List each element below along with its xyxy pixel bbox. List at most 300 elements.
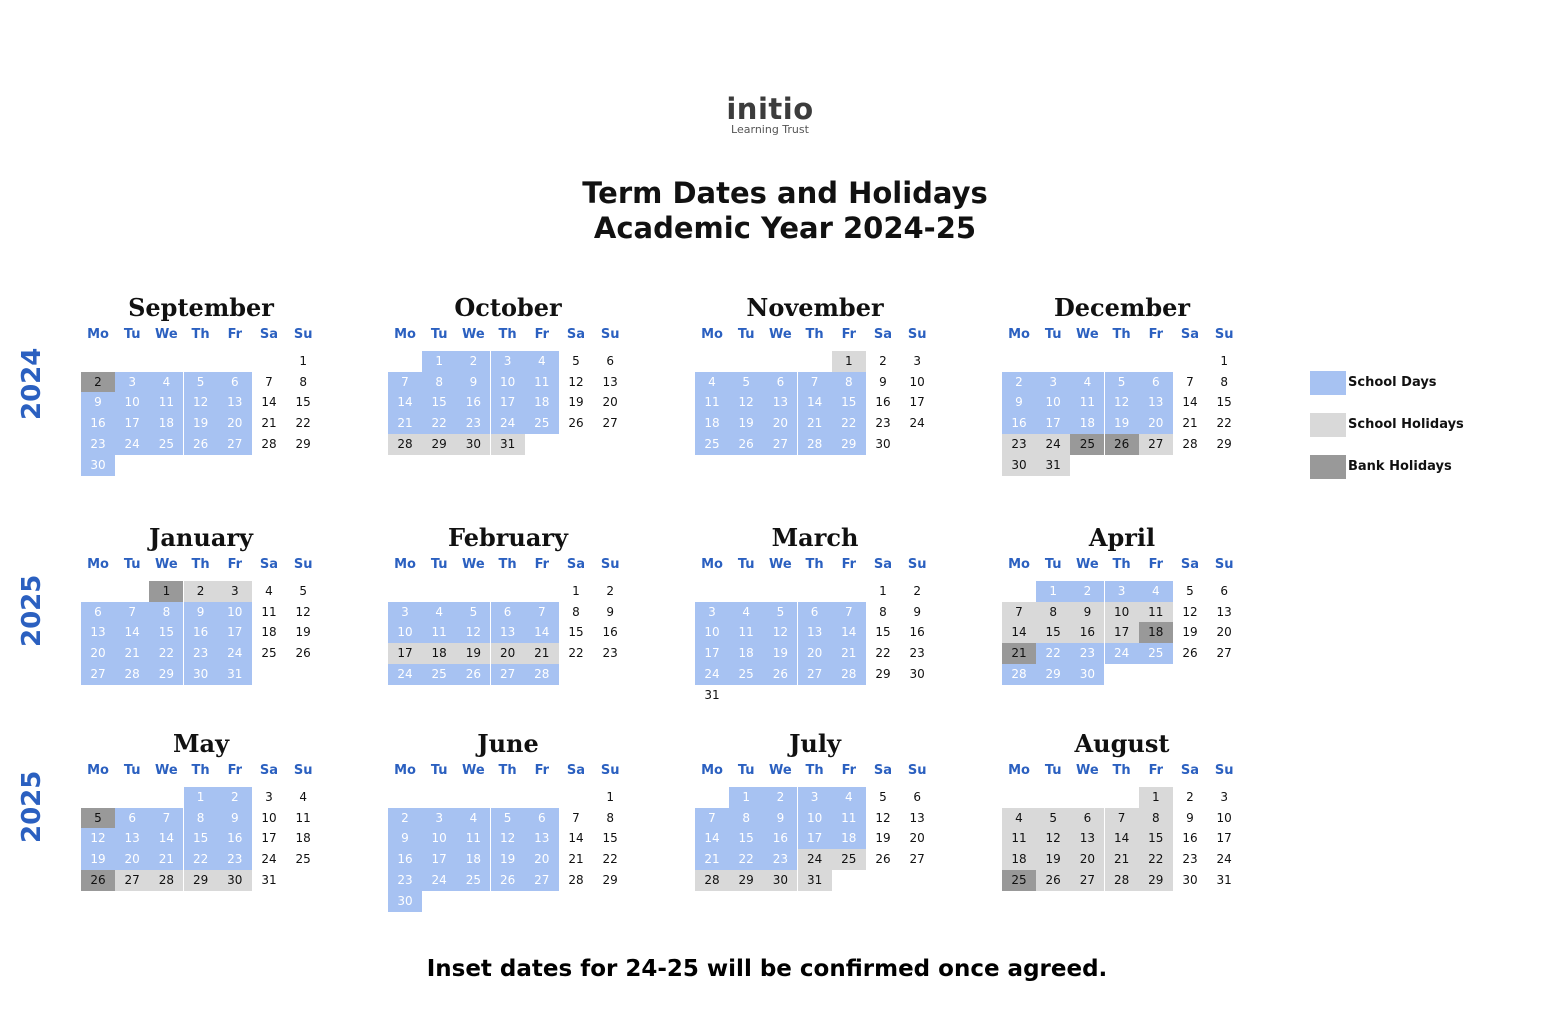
- day-cell: 18: [295, 831, 311, 846]
- day-cell: 2: [388, 808, 422, 829]
- month-name: March: [771, 523, 859, 552]
- weekday-header: Su: [293, 763, 313, 778]
- day-cell: 24: [491, 413, 525, 434]
- day-cell: 30: [1002, 455, 1036, 476]
- day-cell: 21: [525, 643, 559, 664]
- weekday-header: Su: [907, 763, 927, 778]
- day-cell: 23: [875, 416, 891, 431]
- weekday-header: Tu: [430, 763, 448, 778]
- day-cell: 1: [299, 354, 307, 368]
- legend-label-school-holidays: School Holidays: [1348, 417, 1464, 432]
- day-cell: 14: [568, 831, 584, 846]
- day-cell: 14: [798, 392, 832, 413]
- day-cell: 27: [1139, 434, 1173, 455]
- day-cell: 5: [456, 602, 490, 623]
- month-name: November: [746, 293, 884, 322]
- day-cell: 22: [568, 646, 584, 661]
- day-cell: 4: [456, 808, 490, 829]
- day-cell: 13: [218, 392, 252, 413]
- day-cell: 11: [525, 372, 559, 393]
- day-cell: 13: [81, 622, 115, 643]
- day-cell: 11: [1070, 392, 1104, 413]
- day-cell: 19: [1036, 849, 1070, 870]
- day-cell: 30: [1070, 664, 1104, 685]
- day-cell: 1: [1220, 354, 1228, 368]
- day-cell: 17: [1105, 622, 1139, 643]
- day-cell: 21: [832, 643, 866, 664]
- month-name: December: [1053, 293, 1191, 322]
- day-cell: 5: [491, 808, 525, 829]
- logo-wordmark: initio: [726, 92, 814, 126]
- day-cell: 14: [1002, 622, 1036, 643]
- day-cell: 28: [388, 434, 422, 455]
- year-label-2025-row-2: 2025: [17, 574, 47, 647]
- month-name: August: [1074, 729, 1170, 758]
- day-cell: 22: [422, 413, 456, 434]
- page-title-line-1: Term Dates and Holidays: [582, 176, 988, 210]
- day-cell: 2: [606, 584, 614, 598]
- day-cell: 6: [491, 602, 525, 623]
- day-cell: 10: [695, 622, 729, 643]
- day-cell: 8: [832, 372, 866, 393]
- day-cell: 13: [1216, 604, 1232, 619]
- day-cell: 29: [1139, 870, 1173, 891]
- day-cell: 5: [572, 354, 580, 368]
- day-cell: 30: [875, 436, 891, 451]
- day-cell: 24: [218, 643, 252, 664]
- day-cell: 22: [149, 643, 183, 664]
- day-cell: 23: [218, 849, 252, 870]
- day-cell: 25: [1002, 870, 1036, 891]
- day-cell: 1: [879, 584, 887, 598]
- day-cell: 26: [1182, 646, 1198, 661]
- weekday-header: Fr: [534, 557, 550, 572]
- day-cell: 20: [115, 849, 149, 870]
- day-cell: 11: [832, 808, 866, 829]
- weekday-header: Mo: [1008, 763, 1030, 778]
- day-cell: 2: [913, 584, 921, 598]
- day-cell: 22: [1036, 643, 1070, 664]
- day-cell: 23: [763, 849, 797, 870]
- day-cell: 27: [1216, 646, 1232, 661]
- weekday-header: We: [155, 327, 178, 342]
- day-cell: 1: [1139, 787, 1173, 808]
- day-cell: 7: [1002, 602, 1036, 623]
- weekday-header: Tu: [430, 557, 448, 572]
- weekday-header: Fr: [227, 763, 243, 778]
- day-cell: 19: [875, 831, 891, 846]
- day-cell: 10: [1036, 392, 1070, 413]
- day-cell: 10: [261, 810, 277, 825]
- day-cell: 6: [763, 372, 797, 393]
- day-cell: 1: [572, 584, 580, 598]
- day-cell: 21: [388, 413, 422, 434]
- day-cell: 3: [1036, 372, 1070, 393]
- day-cell: 26: [568, 416, 584, 431]
- day-cell: 12: [1182, 604, 1198, 619]
- day-cell: 21: [115, 643, 149, 664]
- logo: [700, 94, 840, 136]
- day-cell: 3: [422, 808, 456, 829]
- day-cell: 5: [729, 372, 763, 393]
- day-cell: 6: [115, 808, 149, 829]
- day-cell: 6: [81, 602, 115, 623]
- day-cell: 31: [1036, 455, 1070, 476]
- day-cell: 22: [729, 849, 763, 870]
- day-cell: 10: [1105, 602, 1139, 623]
- day-cell: 18: [525, 392, 559, 413]
- weekday-header: Fr: [534, 327, 550, 342]
- weekday-header: Th: [805, 557, 824, 572]
- weekday-header: We: [769, 763, 792, 778]
- footnote: Inset dates for 24-25 will be confirmed once agreed.: [426, 956, 1108, 982]
- day-cell: 9: [1002, 392, 1036, 413]
- weekday-header: We: [1076, 327, 1099, 342]
- day-cell: 11: [1139, 602, 1173, 623]
- day-cell: 14: [261, 395, 277, 410]
- day-cell: 19: [729, 413, 763, 434]
- day-cell: 17: [798, 828, 832, 849]
- day-cell: 7: [149, 808, 183, 829]
- day-cell: 7: [1186, 374, 1194, 389]
- day-cell: 21: [568, 852, 584, 867]
- day-cell: 9: [456, 372, 490, 393]
- day-cell: 9: [388, 828, 422, 849]
- day-cell: 2: [1186, 790, 1194, 804]
- day-cell: 20: [491, 643, 525, 664]
- day-cell: 20: [798, 643, 832, 664]
- day-cell: 27: [218, 434, 252, 455]
- day-cell: 13: [909, 810, 925, 825]
- day-cell: 20: [1216, 625, 1232, 640]
- day-cell: 23: [602, 646, 618, 661]
- day-cell: 22: [295, 416, 311, 431]
- weekday-header: Su: [1214, 327, 1234, 342]
- weekday-header: Sa: [566, 557, 586, 572]
- weekday-header: Th: [191, 763, 210, 778]
- day-cell: 3: [115, 372, 149, 393]
- day-cell: 25: [422, 664, 456, 685]
- day-cell: 15: [422, 392, 456, 413]
- weekday-header: Mo: [394, 763, 416, 778]
- day-cell: 1: [422, 351, 456, 372]
- weekday-header: Th: [805, 763, 824, 778]
- weekday-header: Sa: [1180, 327, 1200, 342]
- weekday-header: We: [462, 763, 485, 778]
- weekday-header: Mo: [87, 327, 109, 342]
- day-cell: 17: [909, 395, 925, 410]
- day-cell: 7: [572, 810, 580, 825]
- day-cell: 2: [218, 787, 252, 808]
- day-cell: 5: [1105, 372, 1139, 393]
- month-name: September: [128, 293, 274, 322]
- day-cell: 27: [602, 416, 618, 431]
- day-cell: 26: [1036, 870, 1070, 891]
- day-cell: 12: [1036, 828, 1070, 849]
- day-cell: 17: [422, 849, 456, 870]
- weekday-header: Su: [600, 327, 620, 342]
- month-name: January: [149, 523, 253, 552]
- weekday-header: Sa: [1180, 557, 1200, 572]
- day-cell: 29: [602, 872, 618, 887]
- weekday-header: Fr: [841, 327, 857, 342]
- day-cell: 25: [1070, 434, 1104, 455]
- day-cell: 8: [1036, 602, 1070, 623]
- day-cell: 29: [422, 434, 456, 455]
- day-cell: 7: [1105, 808, 1139, 829]
- day-cell: 26: [875, 852, 891, 867]
- day-cell: 15: [875, 625, 891, 640]
- day-cell: 4: [422, 602, 456, 623]
- day-cell: 3: [913, 354, 921, 368]
- day-cell: 16: [456, 392, 490, 413]
- day-cell: 31: [1216, 872, 1232, 887]
- weekday-header: We: [462, 557, 485, 572]
- day-cell: 29: [295, 436, 311, 451]
- day-cell: 19: [1105, 413, 1139, 434]
- day-cell: 24: [909, 416, 925, 431]
- day-cell: 8: [572, 604, 580, 619]
- weekday-header: Th: [191, 327, 210, 342]
- day-cell: 18: [422, 643, 456, 664]
- day-cell: 31: [491, 434, 525, 455]
- day-cell: 6: [1220, 584, 1228, 598]
- day-cell: 6: [525, 808, 559, 829]
- weekday-header: Mo: [87, 557, 109, 572]
- day-cell: 18: [1070, 413, 1104, 434]
- day-cell: 15: [1036, 622, 1070, 643]
- day-cell: 2: [879, 354, 887, 368]
- day-cell: 2: [763, 787, 797, 808]
- day-cell: 25: [456, 870, 490, 891]
- day-cell: 8: [879, 604, 887, 619]
- day-cell: 9: [763, 808, 797, 829]
- day-cell: 27: [1070, 870, 1104, 891]
- day-cell: 5: [299, 584, 307, 598]
- day-cell: 9: [879, 374, 887, 389]
- day-cell: 13: [1139, 392, 1173, 413]
- day-cell: 6: [1139, 372, 1173, 393]
- day-cell: 24: [1036, 434, 1070, 455]
- day-cell: 6: [798, 602, 832, 623]
- day-cell: 25: [261, 646, 277, 661]
- weekday-header: We: [155, 557, 178, 572]
- day-cell: 24: [388, 664, 422, 685]
- day-cell: 5: [1036, 808, 1070, 829]
- day-cell: 22: [832, 413, 866, 434]
- day-cell: 18: [149, 413, 183, 434]
- month-name: July: [789, 729, 841, 758]
- day-cell: 3: [265, 790, 273, 804]
- day-cell: 4: [265, 584, 273, 598]
- day-cell: 4: [149, 372, 183, 393]
- day-cell: 27: [763, 434, 797, 455]
- month-name: October: [454, 293, 562, 322]
- day-cell: 10: [491, 372, 525, 393]
- weekday-header: Tu: [737, 763, 755, 778]
- day-cell: 29: [875, 666, 891, 681]
- day-cell: 28: [525, 664, 559, 685]
- weekday-header: Su: [907, 557, 927, 572]
- day-cell: 2: [1070, 581, 1104, 602]
- day-cell: 21: [695, 849, 729, 870]
- weekday-header: Mo: [701, 557, 723, 572]
- day-cell: 10: [909, 374, 925, 389]
- weekday-header: Fr: [227, 327, 243, 342]
- day-cell: 29: [149, 664, 183, 685]
- day-cell: 19: [1182, 625, 1198, 640]
- day-cell: 26: [184, 434, 218, 455]
- day-cell: 3: [388, 602, 422, 623]
- day-cell: 28: [1182, 436, 1198, 451]
- day-cell: 13: [525, 828, 559, 849]
- weekday-header: Sa: [1180, 763, 1200, 778]
- weekday-header: Su: [600, 557, 620, 572]
- day-cell: 20: [909, 831, 925, 846]
- day-cell: 11: [695, 392, 729, 413]
- day-cell: 7: [525, 602, 559, 623]
- day-cell: 30: [218, 870, 252, 891]
- day-cell: 15: [184, 828, 218, 849]
- weekday-header: Tu: [123, 763, 141, 778]
- day-cell: 26: [81, 870, 115, 891]
- day-cell: 25: [729, 664, 763, 685]
- day-cell: 10: [1216, 810, 1232, 825]
- day-cell: 13: [1070, 828, 1104, 849]
- weekday-header: Su: [1214, 763, 1234, 778]
- day-cell: 6: [1070, 808, 1104, 829]
- day-cell: 23: [1070, 643, 1104, 664]
- day-cell: 19: [81, 849, 115, 870]
- weekday-header: Mo: [87, 763, 109, 778]
- month-name: April: [1088, 523, 1156, 552]
- weekday-header: Sa: [259, 557, 279, 572]
- weekday-header: Tu: [737, 327, 755, 342]
- day-cell: 21: [1182, 416, 1198, 431]
- day-cell: 13: [491, 622, 525, 643]
- day-cell: 13: [798, 622, 832, 643]
- day-cell: 31: [704, 687, 720, 702]
- day-cell: 30: [81, 455, 115, 476]
- day-cell: 14: [1182, 395, 1198, 410]
- day-cell: 4: [525, 351, 559, 372]
- day-cell: 18: [1139, 622, 1173, 643]
- day-cell: 8: [299, 374, 307, 389]
- day-cell: 10: [388, 622, 422, 643]
- day-cell: 19: [295, 625, 311, 640]
- day-cell: 31: [261, 872, 277, 887]
- day-cell: 9: [913, 604, 921, 619]
- day-cell: 3: [1220, 790, 1228, 804]
- weekday-header: Sa: [259, 763, 279, 778]
- day-cell: 1: [149, 581, 183, 602]
- day-cell: 12: [875, 810, 891, 825]
- day-cell: 7: [695, 808, 729, 829]
- day-cell: 2: [81, 372, 115, 393]
- day-cell: 8: [422, 372, 456, 393]
- day-cell: 5: [879, 790, 887, 804]
- day-cell: 3: [218, 581, 252, 602]
- day-cell: 20: [763, 413, 797, 434]
- month-name: May: [172, 729, 230, 758]
- day-cell: 19: [491, 849, 525, 870]
- weekday-header: Tu: [123, 557, 141, 572]
- day-cell: 18: [456, 849, 490, 870]
- day-cell: 28: [568, 872, 584, 887]
- day-cell: 17: [261, 831, 277, 846]
- day-cell: 18: [1002, 849, 1036, 870]
- day-cell: 14: [388, 392, 422, 413]
- day-cell: 8: [1139, 808, 1173, 829]
- day-cell: 23: [388, 870, 422, 891]
- day-cell: 25: [295, 852, 311, 867]
- month-name: June: [477, 729, 539, 758]
- day-cell: 12: [456, 622, 490, 643]
- weekday-header: Th: [498, 557, 517, 572]
- day-cell: 12: [81, 828, 115, 849]
- weekday-header: Mo: [394, 557, 416, 572]
- weekday-header: We: [462, 327, 485, 342]
- day-cell: 17: [115, 413, 149, 434]
- day-cell: 16: [602, 625, 618, 640]
- day-cell: 18: [695, 413, 729, 434]
- day-cell: 7: [388, 372, 422, 393]
- day-cell: 14: [1105, 828, 1139, 849]
- day-cell: 24: [115, 434, 149, 455]
- day-cell: 3: [1105, 581, 1139, 602]
- weekday-header: Th: [1112, 763, 1131, 778]
- day-cell: 19: [568, 395, 584, 410]
- day-cell: 24: [1105, 643, 1139, 664]
- day-cell: 9: [1186, 810, 1194, 825]
- weekday-header: Tu: [1044, 327, 1062, 342]
- day-cell: 14: [832, 622, 866, 643]
- legend-swatch-bank-holidays: [1310, 455, 1346, 479]
- weekday-header: Tu: [123, 327, 141, 342]
- day-cell: 3: [695, 602, 729, 623]
- day-cell: 11: [456, 828, 490, 849]
- day-cell: 8: [149, 602, 183, 623]
- day-cell: 26: [729, 434, 763, 455]
- day-cell: 12: [491, 828, 525, 849]
- day-cell: 24: [261, 852, 277, 867]
- day-cell: 28: [1002, 664, 1036, 685]
- day-cell: 23: [184, 643, 218, 664]
- weekday-header: We: [1076, 763, 1099, 778]
- day-cell: 14: [115, 622, 149, 643]
- day-cell: 15: [602, 831, 618, 846]
- month-name: February: [447, 523, 568, 552]
- day-cell: 4: [1139, 581, 1173, 602]
- day-cell: 22: [184, 849, 218, 870]
- day-cell: 7: [265, 374, 273, 389]
- weekday-header: Th: [805, 327, 824, 342]
- day-cell: 16: [218, 828, 252, 849]
- day-cell: 28: [115, 664, 149, 685]
- day-cell: 5: [184, 372, 218, 393]
- day-cell: 22: [1216, 416, 1232, 431]
- day-cell: 16: [388, 849, 422, 870]
- day-cell: 16: [1182, 831, 1198, 846]
- day-cell: 10: [798, 808, 832, 829]
- day-cell: 25: [832, 849, 866, 870]
- weekday-header: Su: [293, 327, 313, 342]
- day-cell: 9: [218, 808, 252, 829]
- weekday-header: We: [769, 327, 792, 342]
- day-cell: 30: [1182, 872, 1198, 887]
- weekday-header: Su: [907, 327, 927, 342]
- weekday-header: Sa: [873, 327, 893, 342]
